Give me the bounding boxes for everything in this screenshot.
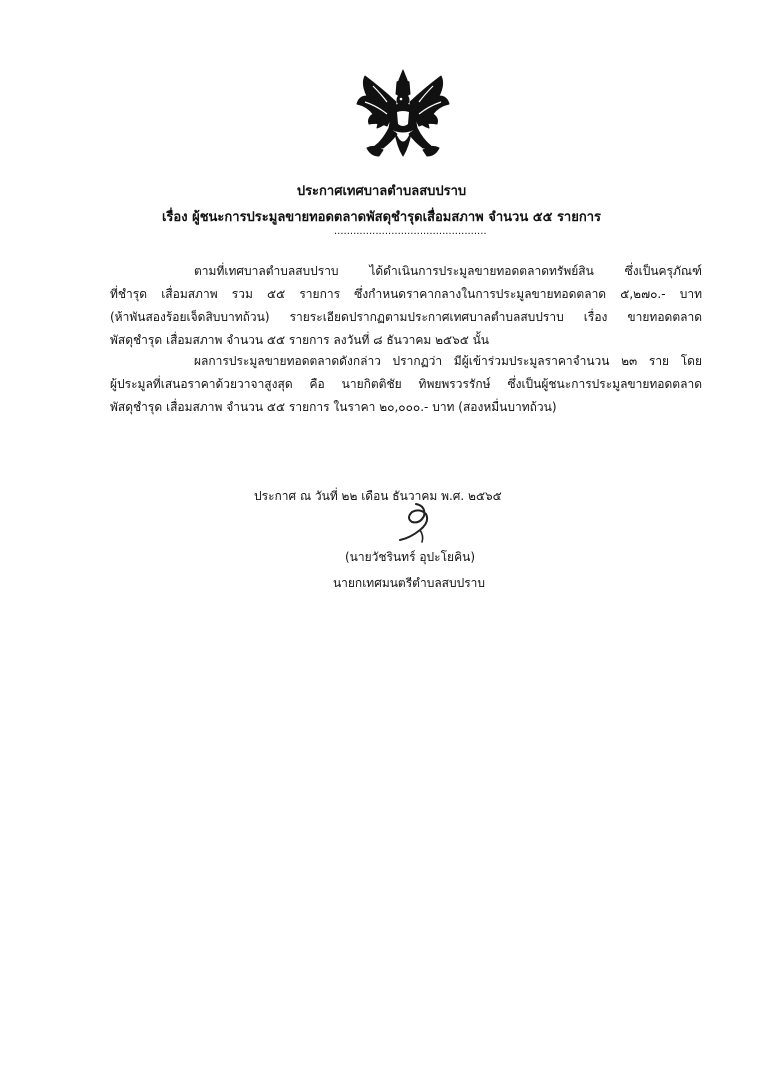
handwritten-signature-icon xyxy=(386,500,446,546)
paragraph-1-line: พัสดุชำรุด เสื่อมสภาพ จำนวน ๕๕ รายการ ลงวันที่ ๘ ธันวาคม ๒๕๖๕ นั้น xyxy=(110,333,490,347)
paragraph-2-line: ผลการประมูลขายทอดตลาดดังกล่าว ปรากฏว่า มีผู้เข้าร่วมประมูลราคาจำนวน ๒๓ ราย โดย xyxy=(194,354,702,368)
paragraph-1-line: ที่ชำรุด เสื่อมสภาพ รวม ๕๕ รายการ ซึ่งกำหนดราคากลางในการประมูลขายทอดตลาด ๕,๒๗๐.- บาท xyxy=(110,287,702,301)
paragraph-1-line: ตามที่เทศบาลตำบลสบปราบ ได้ดำเนินการประมูลขายทอดตลาดทรัพย์สิน ซึ่งเป็นครุภัณฑ์ xyxy=(194,264,702,278)
paragraph-1 xyxy=(110,260,702,352)
paragraph-2-line: ผู้ประมูลที่เสนอราคาด้วยวาจาสูงสุด คือ นายกิตติชัย ทิพยพรวรรักษ์ ซึ่งเป็นผู้ชนะการประมูลขายทอดตลาด xyxy=(110,377,702,391)
paragraph-1-line: (ห้าพันสองร้อยเจ็ดสิบบาทถ้วน) รายระเอียดปรากฏตามประกาศเทศบาลตำบลสบปราบ เรื่อง ขายทอดตลาด xyxy=(110,310,702,324)
garuda-emblem-icon xyxy=(353,66,453,170)
announcement-date: ประกาศ ณ วันที่ ๒๒ เดือน ธันวาคม พ.ศ. ๒๕๖๕ xyxy=(254,489,502,503)
announcement-subject: เรื่อง ผู้ชนะการประมูลขายทอดตลาดพัสดุชำรุดเสื่อมสภาพ จำนวน ๕๕ รายการ xyxy=(161,210,602,225)
signatory-position: นายกเทศมนตรีตำบลสบปราบ xyxy=(332,576,486,590)
title-separator: ................................................ xyxy=(334,226,487,237)
signatory-name: (นายวัชรินทร์ อุปะโยคิน) xyxy=(344,550,475,564)
paragraph-2 xyxy=(110,350,702,419)
paragraph-2-line: พัสดุชำรุด เสื่อมสภาพ จำนวน ๕๕ รายการ ในราคา ๒๐,๐๐๐.- บาท (สองหมื่นบาทถ้วน) xyxy=(110,400,557,414)
announcement-title: ประกาศเทศบาลตำบลสบปราบ xyxy=(296,184,467,199)
